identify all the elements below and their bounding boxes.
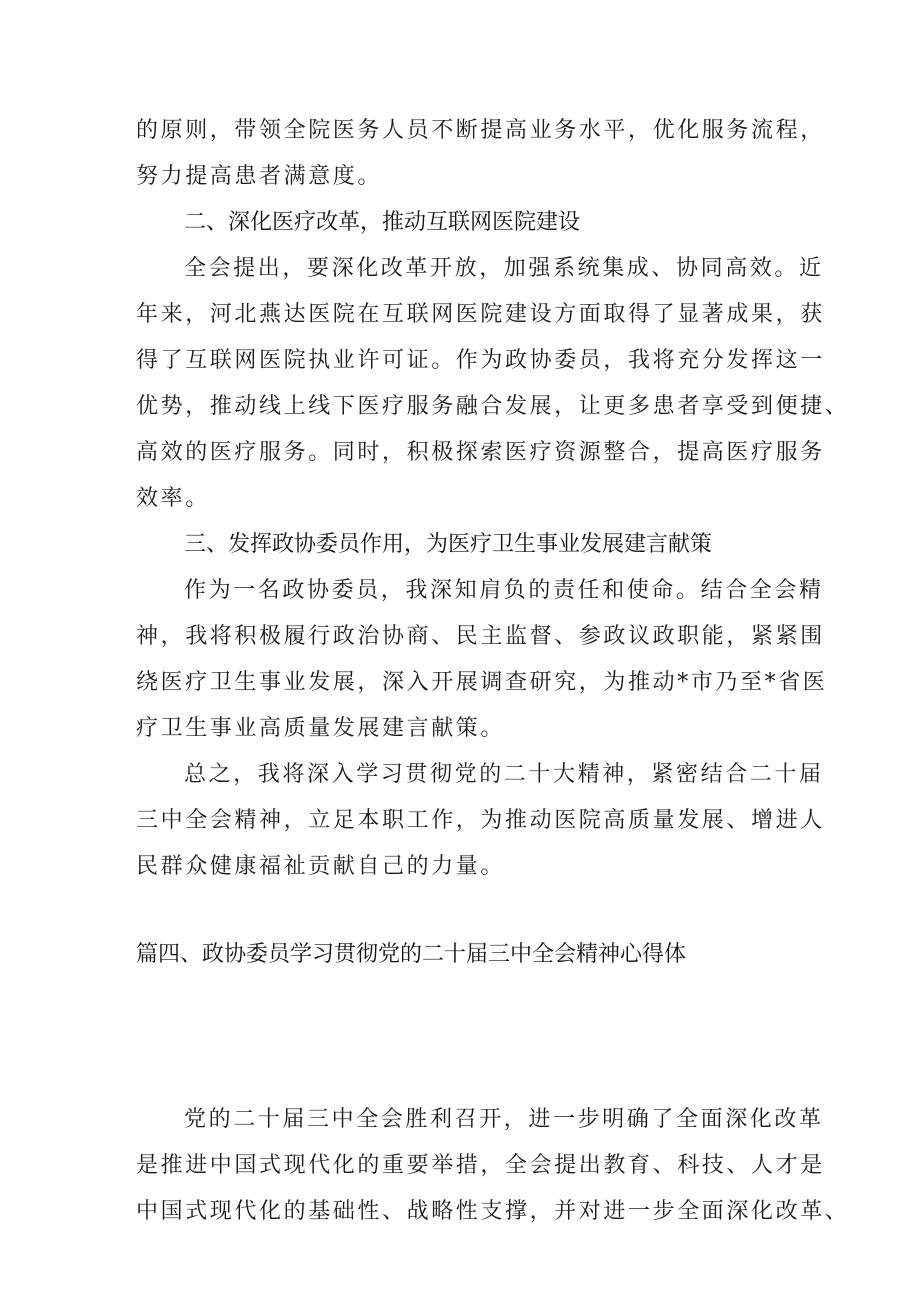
paragraph-line: 优势，推动线上线下医疗服务融合发展，让更多患者享受到便捷、 [136,394,850,419]
paragraph-line: 神，我将积极履行政治协商、民主监督、参政议政职能，紧紧围 [136,624,825,649]
paragraph-line: 是推进中国式现代化的重要举措，全会提出教育、科技、人才是 [136,1153,825,1178]
paragraph-line: 总之，我将深入学习贯彻党的二十大精神，紧密结合二十届 [184,762,824,787]
paragraph-line: 民群众健康福祉贡献自己的力量。 [136,854,506,879]
paragraph-line: 党的二十届三中全会胜利召开，进一步明确了全面深化改革 [184,1107,824,1132]
paragraph-line: 中国式现代化的基础性、战略性支撑，并对进一步全面深化改革、 [136,1199,850,1224]
paragraph-line: 年来，河北燕达医院在互联网医院建设方面取得了显著成果，获 [136,302,825,327]
section-heading-3: 三、发挥政协委员作用，为医疗卫生事业发展建言献策 [184,532,713,557]
paragraph-line: 疗卫生事业高质量发展建言献策。 [136,716,506,741]
paragraph-line: 高效的医疗服务。同时，积极探索医疗资源整合，提高医疗服务 [136,440,825,465]
paragraph-line: 得了互联网医院执业许可证。作为政协委员，我将充分发挥这一 [136,348,825,373]
paragraph-line: 绕医疗卫生事业发展，深入开展调查研究，为推动*市乃至*省医 [136,670,828,695]
paragraph-line: 努力提高患者满意度。 [136,164,383,189]
paragraph-line: 作为一名政协委员，我深知肩负的责任和使命。结合全会精 [184,578,824,603]
paragraph-line: 三中全会精神，立足本职工作，为推动医院高质量发展、增进人 [136,808,825,833]
paragraph-line: 的原则，带领全院医务人员不断提高业务水平，优化服务流程， [136,118,825,143]
section-heading-2: 二、深化医疗改革，推动互联网医院建设 [184,210,581,235]
article-title: 篇四、政协委员学习贯彻党的二十届三中全会精神心得体 [136,942,687,967]
paragraph-line: 效率。 [136,486,210,511]
paragraph-line: 全会提出，要深化改革开放，加强系统集成、协同高效。近 [184,256,824,281]
